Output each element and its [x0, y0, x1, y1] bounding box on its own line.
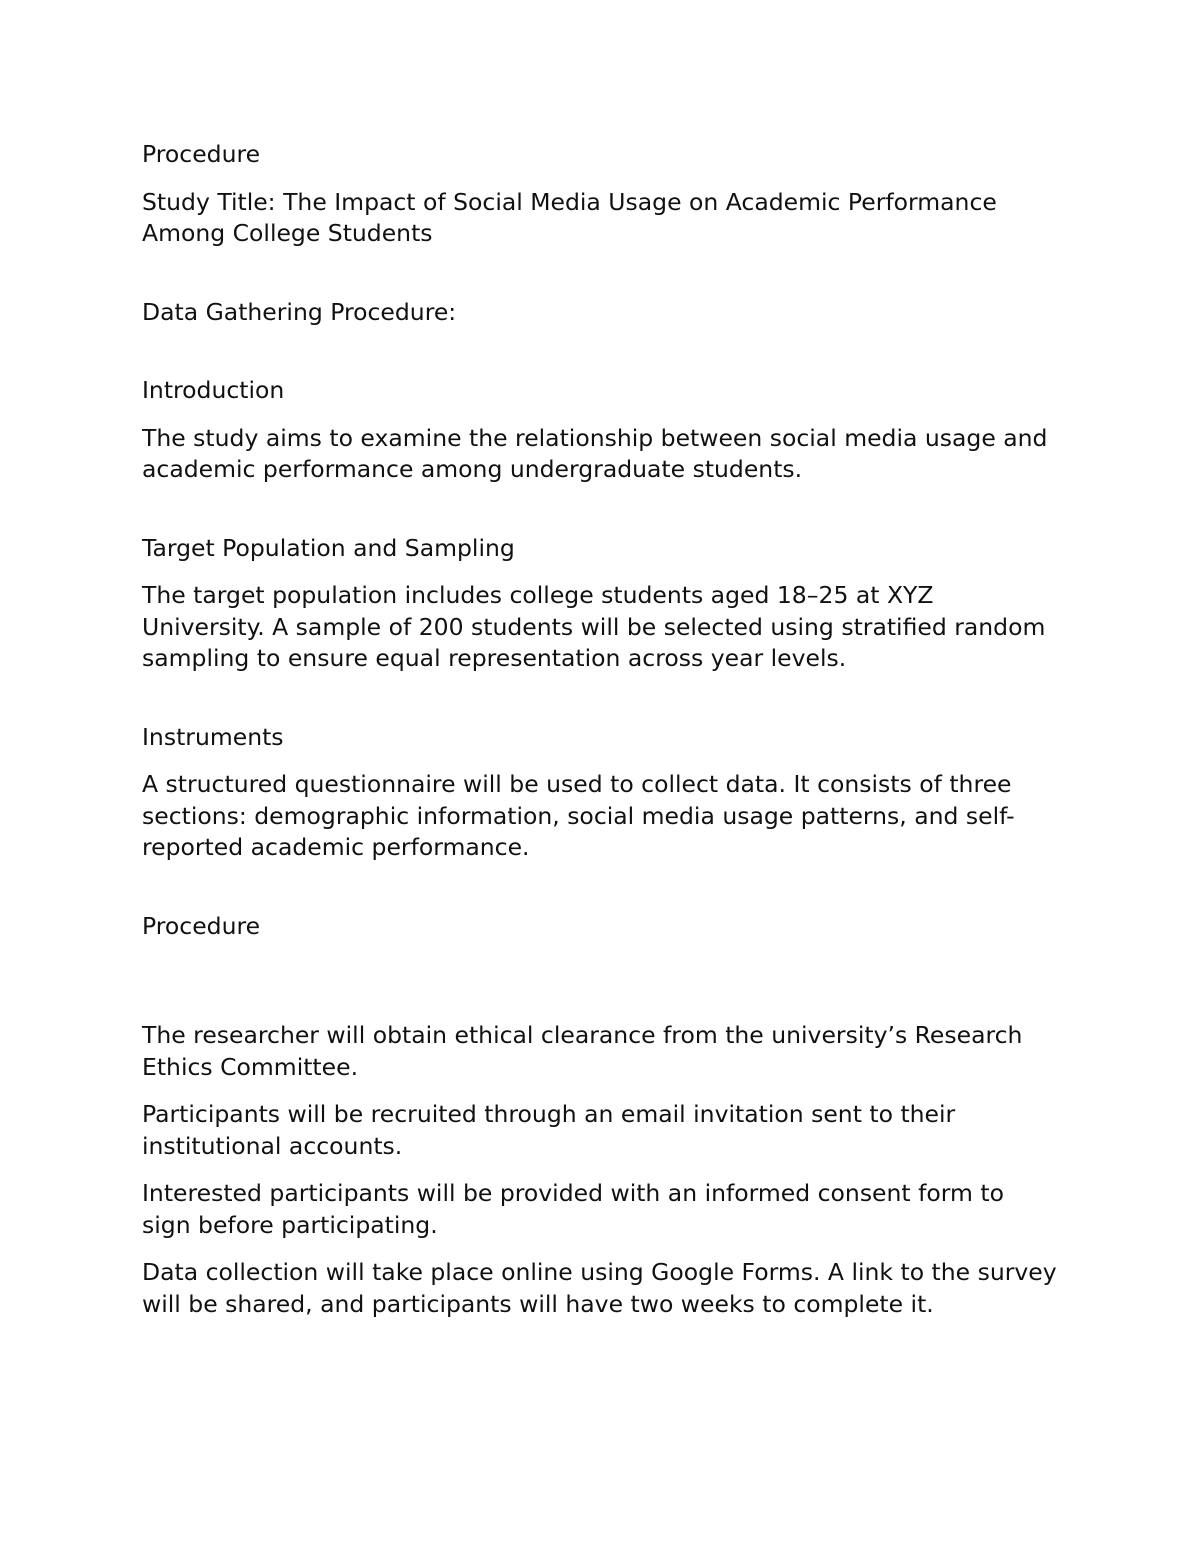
introduction-body: The study aims to examine the relationship between social media usage and academic performance among undergraduate students.: [142, 423, 1048, 483]
spacer: [142, 250, 1072, 297]
page-heading: Procedure: [142, 140, 261, 168]
spacer: [142, 675, 1072, 722]
target-population-body: The target population includes college students aged 18–25 at XYZ University. A sample of 200 students will be selected using stratified random sampling to ensure equal representation across year levels.: [142, 581, 1046, 672]
study-title: Study Title: The Impact of Social Media Usage on Academic Performance Among College Students: [142, 187, 997, 247]
target-population-heading: Target Population and Sampling: [142, 533, 515, 562]
spacer: [142, 171, 1072, 187]
data-gathering-heading: Data Gathering Procedure:: [142, 297, 457, 326]
instruments-body: A structured questionnaire will be used to collect data. It consists of three sections: demographic information, social media usage patterns, and self- reported academic performance.: [142, 770, 1015, 861]
spacer: [142, 564, 1072, 580]
spacer: [142, 989, 1072, 1020]
spacer: [142, 1162, 1072, 1178]
procedure-step: Data collection will take place online using Google Forms. A link to the survey will be shared, and participants will have two weeks to complete it.: [142, 1258, 1057, 1318]
spacer: [142, 753, 1072, 769]
spacer: [142, 328, 1072, 375]
spacer: [142, 407, 1072, 423]
spacer: [142, 942, 1072, 989]
document-content: [142, 139, 1072, 1320]
procedure-heading: Procedure: [142, 911, 261, 940]
procedure-step: Interested participants will be provided with an informed consent form to sign before participating.: [142, 1179, 1004, 1239]
procedure-step: The researcher will obtain ethical clearance from the university’s Research Ethics Committee.: [142, 1021, 1023, 1081]
instruments-heading: Instruments: [142, 722, 284, 751]
spacer: [142, 864, 1072, 911]
spacer: [142, 1083, 1072, 1099]
introduction-heading: Introduction: [142, 376, 285, 404]
procedure-step: Participants will be recruited through an email invitation sent to their institutional accounts.: [142, 1100, 956, 1160]
spacer: [142, 1241, 1072, 1257]
spacer: [142, 486, 1072, 533]
